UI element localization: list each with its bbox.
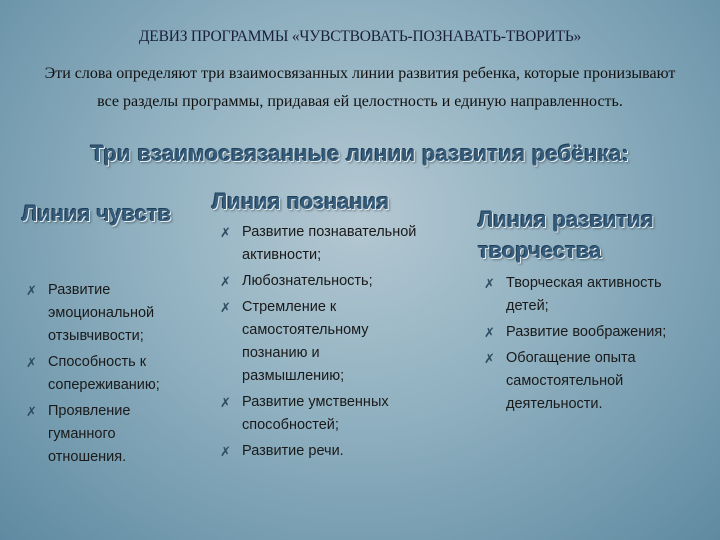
cross-bullet-icon: ✗ xyxy=(484,276,495,291)
cross-bullet-icon: ✗ xyxy=(26,355,37,370)
list-item: ✗ Способность к сопереживанию; xyxy=(26,351,196,397)
list-item: ✗ Проявление гуманного отношения. xyxy=(26,400,196,469)
list-item: ✗ Развитие речи. xyxy=(220,440,420,463)
list-item: ✗ Развитие эмоциональной отзывчивости; xyxy=(26,279,196,348)
cross-bullet-icon: ✗ xyxy=(220,444,231,459)
motto-title: ДЕВИЗ ПРОГРАММЫ «ЧУВСТВОВАТЬ-ПОЗНАВАТЬ-ТВОРИТЬ» xyxy=(138,28,582,45)
list-item: ✗ Творческая активность детей; xyxy=(484,272,684,318)
column-title-cognition: Линия познания xyxy=(212,189,390,214)
list-feelings xyxy=(26,279,196,472)
list-item: ✗ Обогащение опыта самостоятельной деятельности. xyxy=(484,347,684,416)
list-item: ✗ Развитие познавательной активности; xyxy=(220,221,420,267)
cross-bullet-icon: ✗ xyxy=(484,325,495,340)
list-item: ✗ Развитие умственных способностей; xyxy=(220,391,420,437)
column-title-creativity: Линия развития творчества xyxy=(478,207,654,263)
column-title-feelings: Линия чувств xyxy=(22,201,172,226)
list-item: ✗ Стремление к самостоятельному познанию и размышлению; xyxy=(220,296,420,388)
list-creativity xyxy=(484,272,684,419)
cross-bullet-icon: ✗ xyxy=(26,283,37,298)
cross-bullet-icon: ✗ xyxy=(220,395,231,410)
list-item: ✗ Любознательность; xyxy=(220,270,420,293)
cross-bullet-icon: ✗ xyxy=(220,274,231,289)
cross-bullet-icon: ✗ xyxy=(484,351,495,366)
section-heading: Три взаимосвязанные линии развития ребёнка: xyxy=(90,141,630,166)
intro-text: Эти слова определяют три взаимосвязанных линии развития ребенка, которые пронизывают все разделы программы, придавая ей целостность и единую направленность. xyxy=(44,65,676,110)
cross-bullet-icon: ✗ xyxy=(220,225,231,240)
cross-bullet-icon: ✗ xyxy=(220,300,231,315)
cross-bullet-icon: ✗ xyxy=(26,404,37,419)
list-cognition xyxy=(220,221,420,466)
list-item: ✗ Развитие воображения; xyxy=(484,321,684,344)
